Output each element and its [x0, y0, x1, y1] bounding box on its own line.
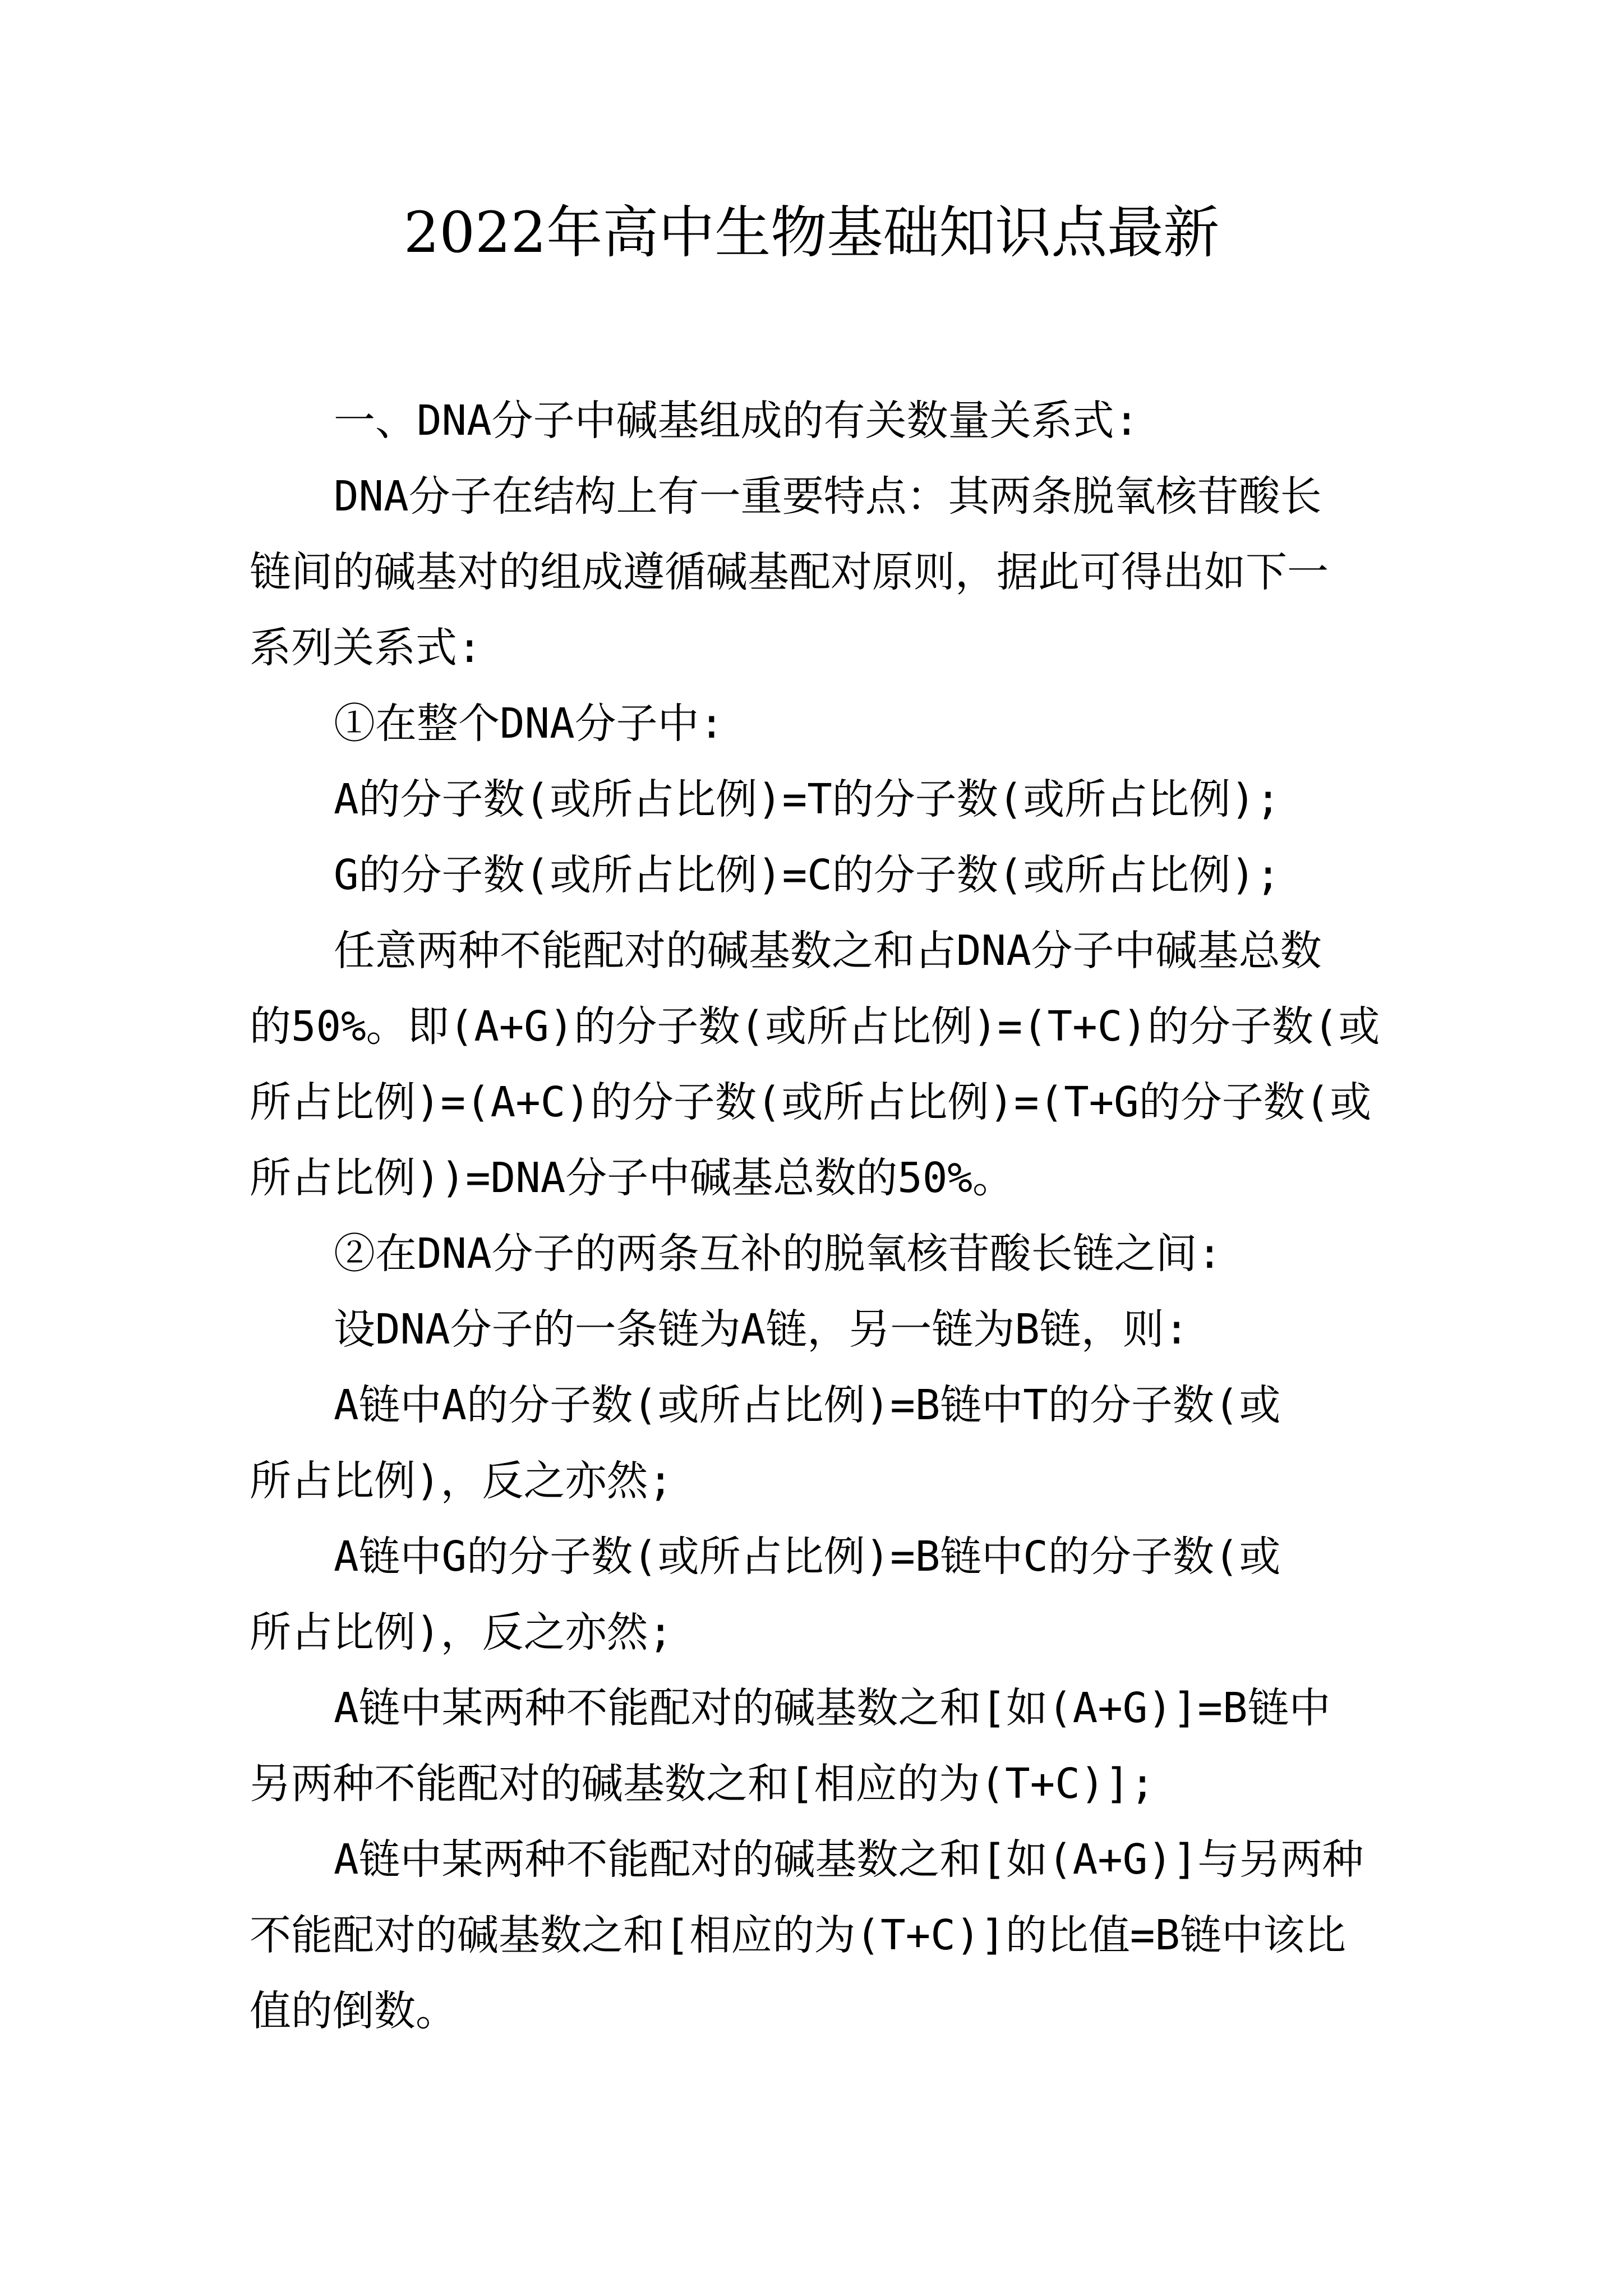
paragraph-line: 所占比例)，反之亦然; [250, 1608, 674, 1657]
paragraph-line: 值的倒数。 [250, 1987, 457, 2035]
paragraph-line: 所占比例)，反之亦然; [250, 1457, 674, 1505]
document-title: 2022年高中生物基础知识点最新 [403, 200, 1220, 265]
paragraph-line: 所占比例))=DNA分子中碱基总数的50%。 [250, 1154, 1014, 1202]
paragraph-line: 所占比例)=(A+C)的分子数(或所占比例)=(T+G的分子数(或 [250, 1078, 1372, 1126]
paragraph-line: 任意两种不能配对的碱基数之和占DNA分子中碱基总数 [334, 927, 1322, 975]
paragraph-line: A链中某两种不能配对的碱基数之和[如(A+G)]与另两种 [334, 1835, 1364, 1884]
paragraph-line: A链中A的分子数(或所占比例)=B链中T的分子数(或 [334, 1381, 1281, 1429]
paragraph-line: 另两种不能配对的碱基数之和[相应的为(T+C)]; [250, 1760, 1155, 1808]
paragraph-line: ②在DNA分子的两条互补的脱氧核苷酸长链之间: [334, 1230, 1223, 1278]
paragraph-line: A的分子数(或所占比例)=T的分子数(或所占比例); [334, 775, 1281, 823]
paragraph-line: A链中G的分子数(或所占比例)=B链中C的分子数(或 [334, 1533, 1281, 1581]
paragraph-line: G的分子数(或所占比例)=C的分子数(或所占比例); [334, 851, 1281, 899]
paragraph-line: ①在整个DNA分子中: [334, 700, 725, 748]
section-heading: 一、DNA分子中碱基组成的有关数量关系式: [334, 397, 1140, 445]
paragraph-line: 设DNA分子的一条链为A链，另一链为B链，则: [334, 1305, 1189, 1354]
paragraph-line: 的50%。即(A+G)的分子数(或所占比例)=(T+C)的分子数(或 [250, 1002, 1380, 1051]
paragraph-line: 不能配对的碱基数之和[相应的为(T+C)]的比值=B链中该比 [250, 1911, 1346, 1959]
paragraph-line: A链中某两种不能配对的碱基数之和[如(A+G)]=B链中 [334, 1684, 1331, 1732]
paragraph-line: DNA分子在结构上有一重要特点：其两条脱氧核苷酸长 [334, 472, 1322, 521]
paragraph-line: 系列关系式: [250, 624, 482, 672]
paragraph-line: 链间的碱基对的组成遵循碱基配对原则，据此可得出如下一 [250, 548, 1329, 596]
